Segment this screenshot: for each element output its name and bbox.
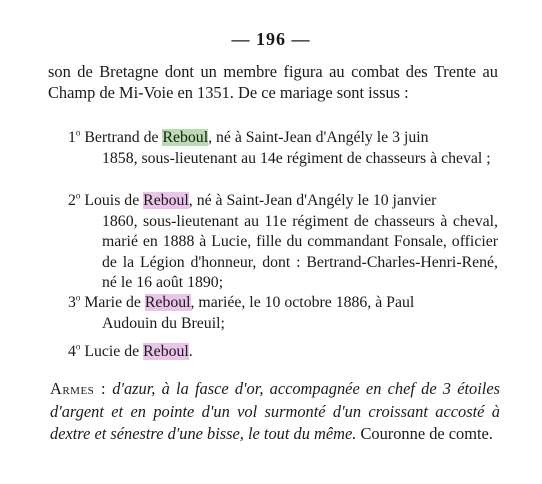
- child-number-sup: o: [75, 190, 81, 201]
- highlighted-name: Reboul: [143, 343, 189, 360]
- child-number-sup: o: [75, 341, 81, 352]
- arms-crown: Couronne de comte.: [360, 424, 493, 443]
- child-number: 3: [68, 294, 76, 311]
- child-prefix: Lucie de: [84, 343, 140, 360]
- child-prefix: Marie de: [84, 294, 141, 311]
- child-line1-rest: , né à Saint-Jean d'Angély le 3 juin: [208, 129, 429, 146]
- highlighted-name: Reboul: [144, 294, 191, 311]
- arms-blazon: d'azur, à la fasce d'or, accompagnée en chef de 3 étoiles d'argent et en pointe d'un vol surmonté d'un croissant accosté à dextre et sénestre d'une bisse, le tout du même.: [50, 379, 500, 443]
- child-entry-3: [68, 293, 498, 334]
- child-number-sup: o: [75, 127, 81, 138]
- child-number-sup: o: [75, 292, 81, 303]
- child-details: 1860, sous-lieutenant au 11e régiment de chasseurs à cheval, marié en 1888 à Lucie, fille du commandant Fonsale, officier de la Légion d'honneur, dont : Bertrand-Charles-Henri-René, né le 16 août 1890;: [102, 212, 498, 291]
- child-line1-rest: , né à Saint-Jean d'Angély le 10 janvier: [188, 192, 437, 209]
- child-details: Audouin du Breuil;: [102, 314, 225, 332]
- highlighted-name: Reboul: [162, 129, 209, 146]
- child-prefix: Bertrand de: [84, 129, 159, 146]
- highlighted-name: Reboul: [143, 192, 189, 209]
- child-entry-1: [68, 128, 498, 169]
- child-line1-rest: .: [188, 343, 193, 360]
- child-number: 1: [68, 129, 76, 146]
- child-entry-2: [68, 191, 498, 294]
- page-number: — 196 —: [231, 29, 311, 49]
- child-prefix: Louis de: [84, 192, 140, 209]
- intro-paragraph: son de Bretagne dont un membre figura au combat des Trente au Champ de Mi-Voie en 1351. De ce mariage sont issus :: [48, 62, 498, 102]
- child-number: 2: [68, 192, 76, 209]
- child-number: 4: [68, 343, 76, 360]
- child-line1-rest: , mariée, le 10 octobre 1886, à Paul: [190, 294, 415, 311]
- child-details: 1858, sous-lieutenant au 14e régiment de chasseurs à cheval ;: [102, 149, 491, 167]
- arms-paragraph: [50, 378, 500, 446]
- arms-label: Armes :: [50, 379, 107, 398]
- child-entry-4: [68, 342, 498, 363]
